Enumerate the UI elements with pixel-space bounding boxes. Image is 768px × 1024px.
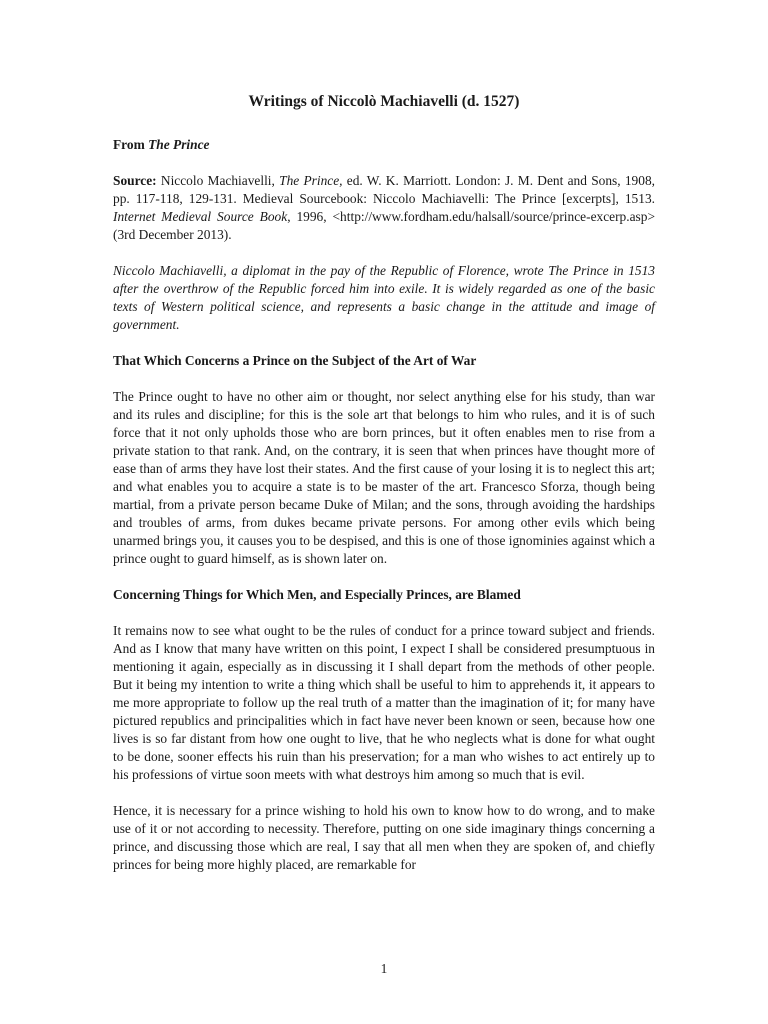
source-label: Source: xyxy=(113,173,157,188)
from-prefix: From xyxy=(113,137,149,152)
page-number: 1 xyxy=(380,961,388,976)
section-1-paragraph: The Prince ought to have no other aim or thought, nor select anything else for his study, than war and its rules and discipline; for this is the sole art that belongs to him who rules, and it is of such force that it not only upholds those who are born princes, but it often enables men to rise from a private station to that rank. And, on the contrary, it is seen that when princes have thought more of ease than of arms they have lost their states. And the first cause of your losing it is to neglect this art; and what enables you to acquire a state is to be master of the art. Francesco Sforza, though being martial, from a private person became Duke of Milan; and the sons, through avoiding the hardships and troubles of arms, from dukes became private persons. For among other evils which being unarmed brings you, it causes you to be despised, and this is one of those ignominies against which a prince ought to guard himself, as is shown later on. xyxy=(113,389,655,566)
section-2-heading: Concerning Things for Which Men, and Especially Princes, are Blamed xyxy=(113,587,521,602)
source-citation xyxy=(113,172,655,244)
intro-paragraph: Niccolo Machiavelli, a diplomat in the pay of the Republic of Florence, wrote The Prince in 1513 after the overthrow of the Republic forced him into exile. It is widely regarded as one of the basic texts of Western political science, and represents a basic change in the attitude and image of government. xyxy=(113,263,655,332)
source-text-2: ed. W. K. Marriott. London: J. M. Dent and Sons, 1908, pp. 117-118, 129-131. Medieval Sourcebook: Niccolo Machiavelli: The Prince [excerpts], 1513. xyxy=(113,173,655,206)
document-title: Writings of Niccolò Machiavelli (d. 1527) xyxy=(248,93,520,110)
from-work-title: The Prince xyxy=(148,137,210,152)
section-1-heading: That Which Concerns a Prince on the Subject of the Art of War xyxy=(113,353,477,368)
source-work: The Prince, xyxy=(279,173,343,188)
source-text-1: Niccolo Machiavelli, xyxy=(156,173,280,188)
source-text-3: , 1996, <http://www.fordham.edu/halsall/source/prince-excerp.asp> (3rd December 2013). xyxy=(113,209,655,242)
section-2-paragraph: It remains now to see what ought to be the rules of conduct for a prince toward subject and friends. And as I know that many have written on this point, I expect I shall be considered presumptuous in mentioning it again, especially as in discussing it I shall depart from the methods of other people. But it being my intention to write a thing which shall be useful to him to apprehends it, it appears to me more appropriate to follow up the real truth of a matter than the imagination of it; for many have pictured republics and principalities which in fact have never been known or seen, because how one lives is so far distant from how one ought to live, that he who neglects what is done for what ought to be done, sooner effects his ruin than his preservation; for a man who wishes to act entirely up to his professions of virtue soon meets with what destroys him among so much that is evil. xyxy=(113,623,655,782)
source-book: Internet Medieval Source Book xyxy=(113,209,288,224)
from-heading xyxy=(113,136,655,154)
document-page xyxy=(113,92,655,892)
section-2-paragraph: Hence, it is necessary for a prince wishing to hold his own to know how to do wrong, and to make use of it or not according to necessity. Therefore, putting on one side imaginary things concerning a prince, and discussing those which are real, I say that all men when they are spoken of, and chiefly princes for being more highly placed, are remarkable for xyxy=(113,803,655,872)
